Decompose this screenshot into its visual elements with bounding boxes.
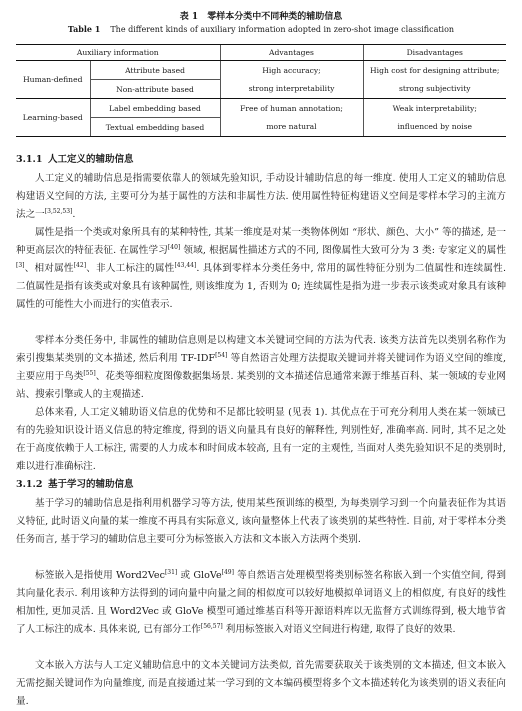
row-textual-embedding-based: Textual embedding based: [90, 118, 220, 137]
citation: [54]: [215, 351, 228, 359]
header-advantages: Advantages: [220, 45, 363, 61]
cell-advantage: more natural: [220, 118, 363, 137]
section-heading-3-1-1: [16, 151, 134, 165]
section-number: 3.1.2: [16, 479, 43, 490]
paragraph: 基于学习的辅助信息是指利用机器学习等方法, 使用某些预训练的模型, 为每类别学习到一个向量表征作为其语义特征, 此时语义向量的某一维度不再具有实际意义, 该向量整体上代表了该类别的某些特性. 目前, 对于零样本分类任务而言, 基于学习的辅助信息主要可分为标签嵌入方法和文本嵌入方法两个类别.: [16, 498, 506, 545]
section-title: 人工定义的辅助信息: [48, 154, 134, 165]
auxiliary-info-table: [16, 44, 506, 137]
citation: [42]: [73, 261, 87, 269]
citation: [56,57]: [200, 622, 223, 630]
cell-advantage: High accuracy;: [220, 61, 363, 80]
table-caption-chinese: 表 1 零样本分类中不同种类的辅助信息: [179, 12, 343, 22]
paragraph: 人工定义的辅助信息是指需要依靠人的领域先验知识, 手动设计辅助信息的每一维度. 使用人工定义的辅助信息构建语义空间的方法, 主要可分为基于属性的方法和非属性方法. 使用属性特征构建语义空间是零样本学习的主流方法之一[3,52,53].: [16, 173, 506, 220]
table-caption-label: Table 1: [67, 24, 101, 34]
table-header-row: [16, 45, 506, 61]
cell-disadvantage: strong subjectivity: [363, 80, 506, 99]
table-caption-text: The different kinds of auxiliary information adopted in zero-shot image classification: [110, 25, 455, 34]
table-row: [16, 61, 506, 80]
row-attribute-based: Attribute based: [90, 61, 220, 80]
section-heading-3-1-2: [16, 476, 134, 490]
table-row: [16, 118, 506, 137]
cell-advantage: strong interpretability: [220, 80, 363, 99]
row-label-embedding-based: Label embedding based: [90, 99, 220, 118]
group-human-defined: Human-defined: [16, 61, 90, 99]
citation: [49]: [221, 568, 234, 576]
header-disadvantages: Disadvantages: [363, 45, 506, 61]
table-caption-english: [0, 24, 522, 34]
citation: [55]: [83, 369, 96, 377]
citation: [40]: [167, 243, 181, 251]
row-non-attribute-based: Non-attribute based: [90, 80, 220, 99]
citation: [43,44]: [174, 261, 197, 269]
cell-advantage: Free of human annotation;: [220, 99, 363, 118]
paragraph: 总体来看, 人工定义辅助语义信息的优势和不足都比较明显 (见表 1). 其优点在于可充分利用人类在某一领域已有的先验知识设计语义信息的特定维度, 得到的语义向量具有良好的解释性, 判别性好, 准确率高. 同时, 其不足之处在于高度依赖于人工标注, 需要的人力成本和时间成本较高, 且有一定的主观性, 当面对人类先验知识不足的类别时, 难以进行准确标注.: [16, 407, 506, 472]
cell-disadvantage: influenced by noise: [363, 118, 506, 137]
section-title: 基于学习的辅助信息: [48, 479, 134, 490]
table-row: [16, 99, 506, 118]
table-row: [16, 80, 506, 99]
paragraph: 零样本分类任务中, 非属性的辅助信息则是以构建文本关键词空间的方法为代表. 该类方法首先以类别名称作为索引搜集某类别的文本描述, 然后利用 TF-IDF[54] 等自然语言处理方法提取关键词并将关键词作为语义空间的维度, 主要应用于鸟类[55]、花类等细粒度图像数据集场景. 某类别的文本描述信息通常来源于维基百科、某一领域的专业网站、搜索引擎或人的主观描述.: [16, 335, 507, 400]
group-learning-based: Learning-based: [16, 99, 90, 137]
cell-disadvantage: Weak interpretability;: [363, 99, 506, 118]
section-number: 3.1.1: [16, 154, 43, 165]
citation: [3,52,53]: [44, 207, 73, 215]
header-auxiliary-information: Auxiliary information: [16, 45, 220, 61]
citation: [31]: [164, 568, 178, 576]
paragraph: 标签嵌入是指使用 Word2Vec[31] 或 GloVe[49] 等自然语言处理模型将类别标签名称嵌入到一个实值空间, 得到其向量化表示. 利用该种方法得到的词向量中向量之间的相似度可以较好地模拟单词语义上的相似度, 有良好的线性相加性, 更加灵活. 且 Word2Vec 或 GloVe 模型可通过维基百科等开源语料库以无监督方式训练得到, 极大地节省了人工标注的成本. 具体来说, 已有部分工作[56,57] 利用标签嵌入对语义空间进行构建, 取得了良好的效果.: [16, 568, 506, 635]
paragraph: 属性是指一个类或对象所具有的某种特性, 其某一维度是对某一类物体例如 “形状、颜色、大小” 等的描述, 是一种更高层次的特征表征. 在属性学习[40] 领域, 根据属性描述方式的不同, 图像属性大致可分为 3 类: 专家定义的属性[3]、相对属性[42]、非人工标注的属性[43,44]. 具体到零样本分类任务中, 常用的属性特征分别为二值属性和连续属性. 二值属性是指有该类或对象具有该种属性, 则该维度为 1, 否则为 0; 连续属性是指为进一步表示该类或对象具有该种属性的可能性大小而进行的实值表示.: [16, 227, 507, 310]
paragraph: 文本嵌入方法与人工定义辅助信息中的文本关键词方法类似, 首先需要获取关于该类别的文本描述, 但文本嵌入无需挖掘关键词作为向量维度, 而是直接通过某一学习到的文本编码模型将多个文本描述转化为该类别的语义表征向量.: [16, 660, 506, 707]
citation: [3]: [16, 261, 25, 269]
cell-disadvantage: High cost for designing attribute;: [363, 61, 506, 80]
